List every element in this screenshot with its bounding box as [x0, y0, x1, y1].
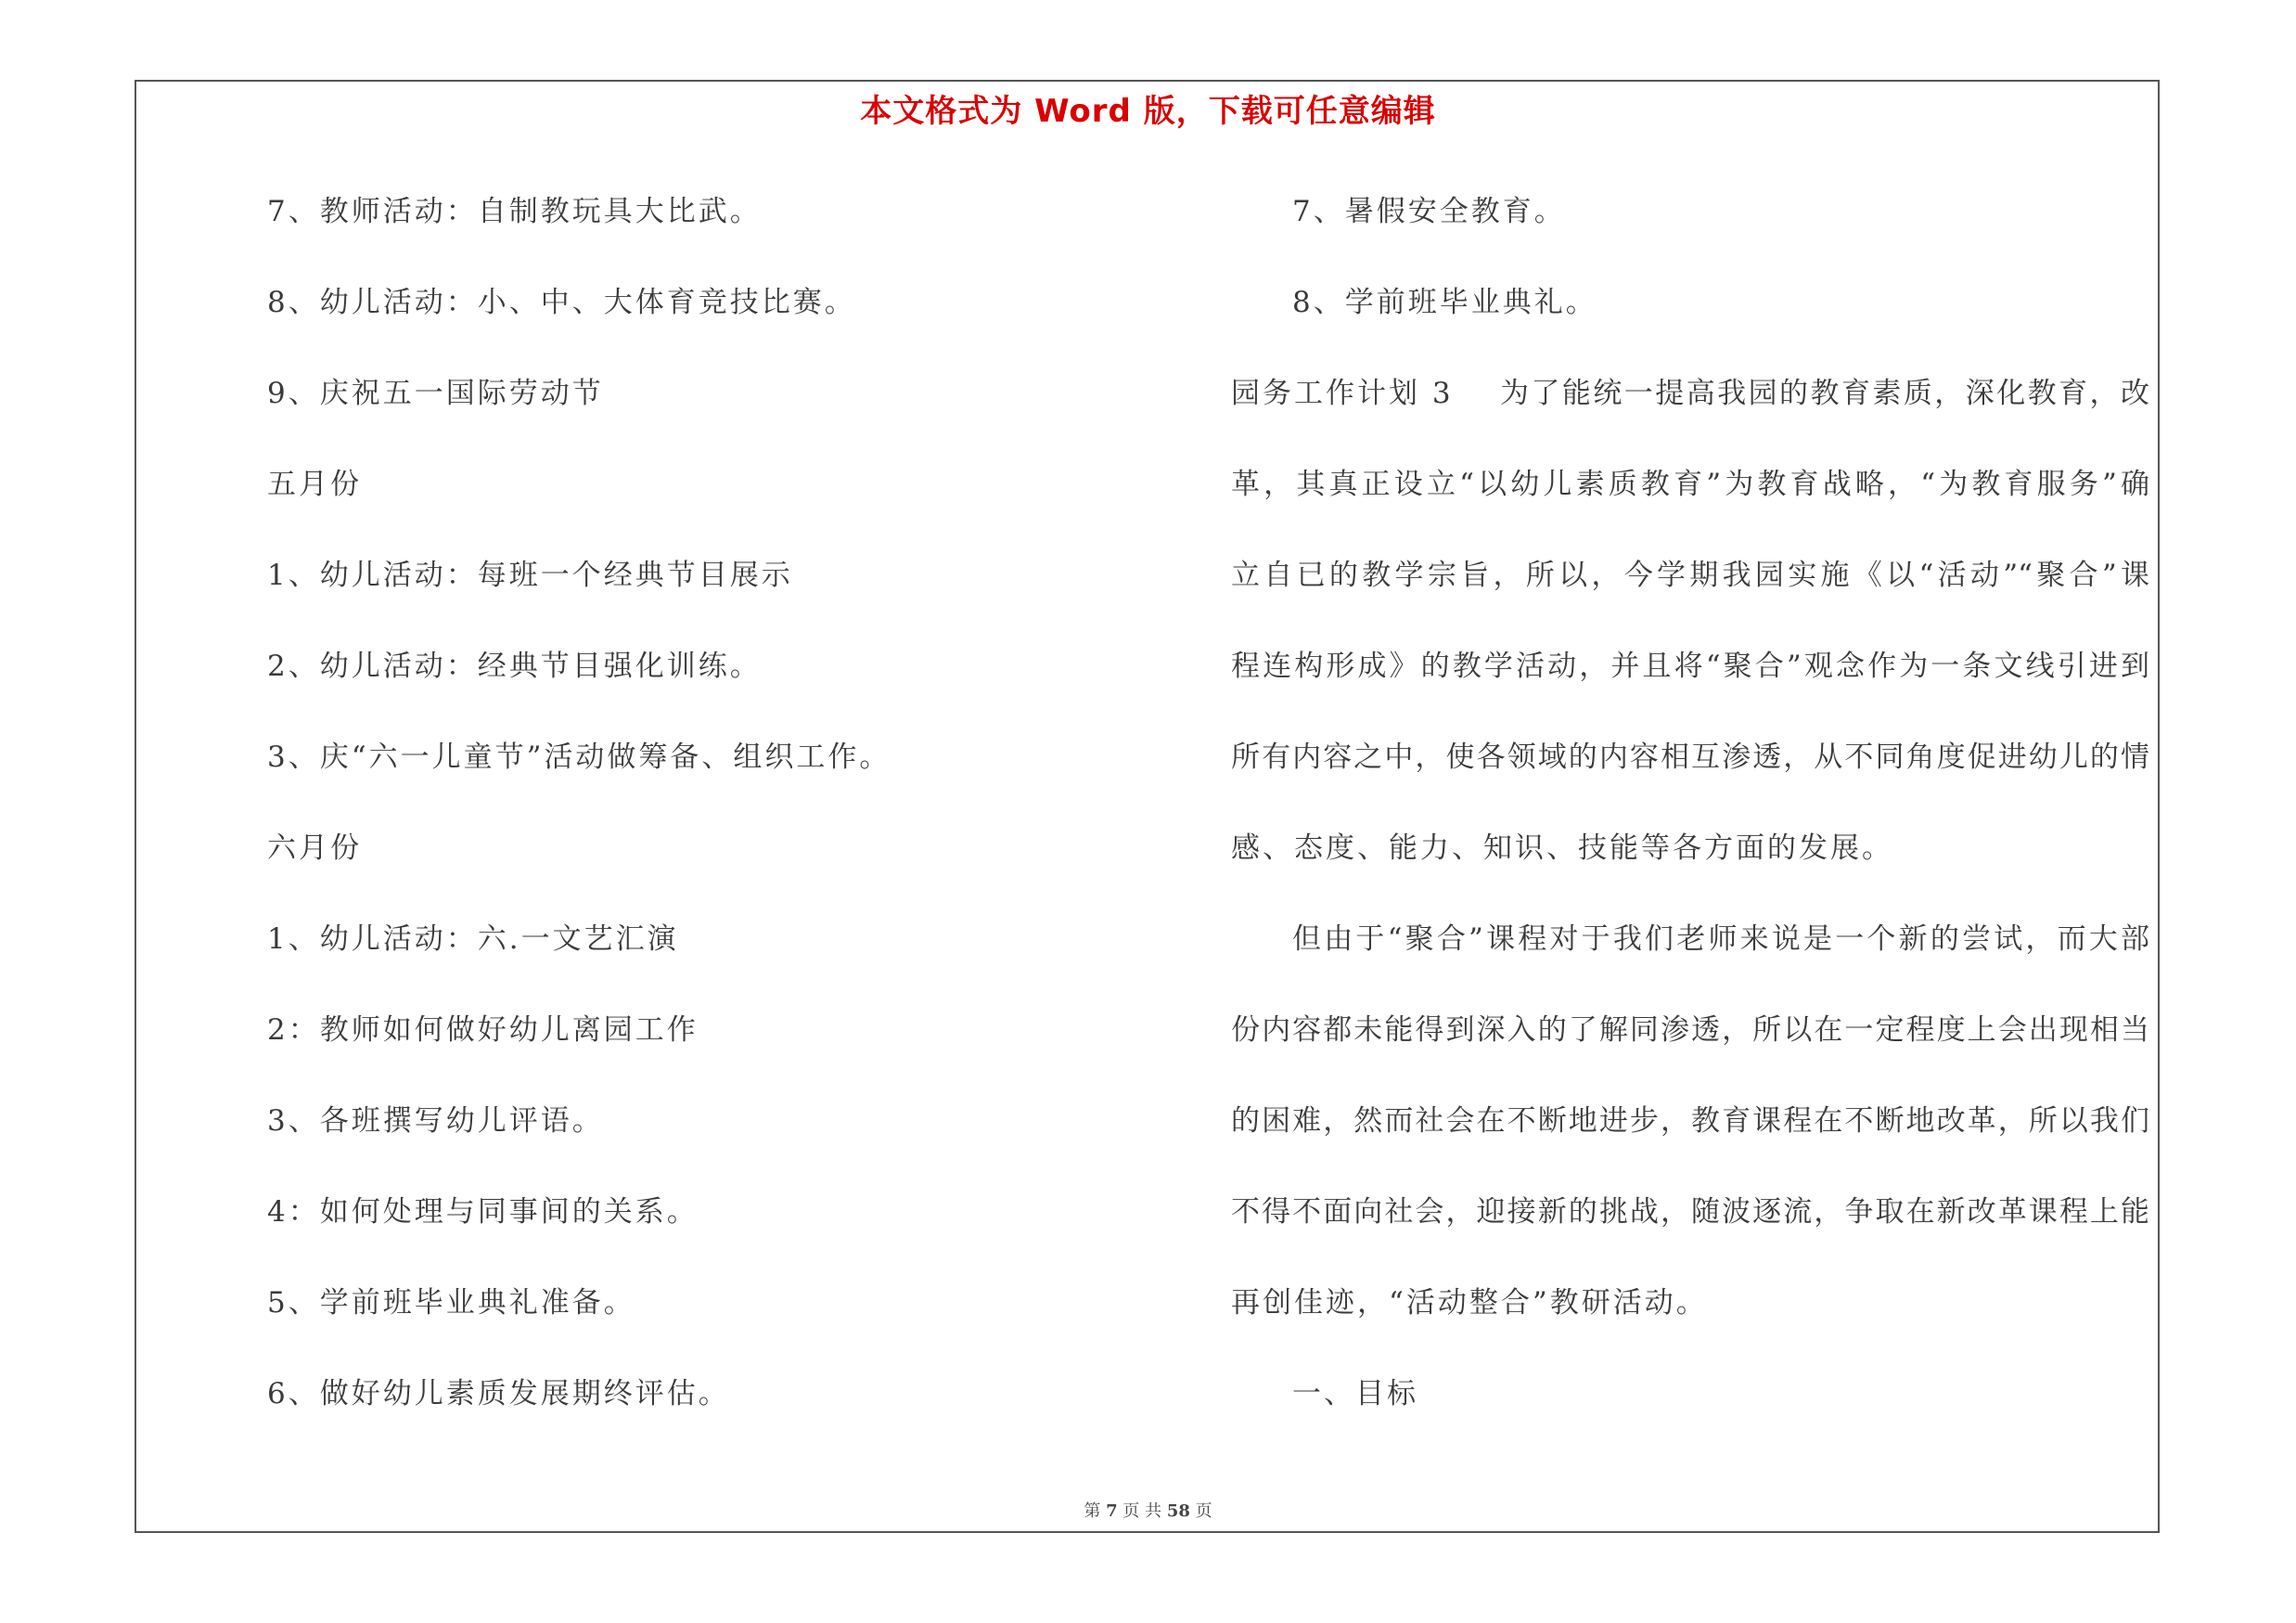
- footer-middle: 页 共: [1122, 1501, 1162, 1521]
- paragraph-line: 感、态度、能力、知识、技能等各方面的发展。: [1231, 831, 1893, 865]
- current-page-number: 7: [1106, 1501, 1118, 1521]
- list-item: 7、暑假安全教育。: [1292, 195, 1566, 228]
- paragraph-line: 为了能统一提高我园的教育素质，深化教育，改: [1500, 377, 2149, 410]
- paragraph-line: 再创佳迹，“活动整合”教研活动。: [1231, 1286, 1708, 1320]
- paragraph-line: 革，其真正设立“以幼儿素质教育”为教育战略，“为教育服务”确: [1231, 468, 2149, 501]
- paragraph-line: 的困难，然而社会在不断地进步，教育课程在不断地改革，所以我们: [1231, 1104, 2149, 1138]
- list-item: 1、幼儿活动：每班一个经典节目展示: [267, 559, 793, 592]
- month-heading-june: 六月份: [267, 831, 362, 865]
- list-item: 1、幼儿活动：六.一文艺汇演: [267, 922, 679, 956]
- paragraph-line: 不得不面向社会，迎接新的挑战，随波逐流，争取在新改革课程上能: [1231, 1195, 2149, 1229]
- list-item: 2：教师如何做好幼儿离园工作: [267, 1013, 699, 1047]
- list-item: 8、幼儿活动：小、中、大体育竞技比赛。: [267, 286, 856, 319]
- list-item: 6、做好幼儿素质发展期终评估。: [267, 1377, 730, 1410]
- paragraph-line: 但由于“聚合”课程对于我们老师来说是一个新的尝试，而大部: [1292, 922, 2149, 956]
- total-page-count: 58: [1166, 1501, 1190, 1521]
- list-item: 4：如何处理与同事间的关系。: [267, 1195, 699, 1229]
- list-item: 5、学前班毕业典礼准备。: [267, 1286, 635, 1320]
- list-item: 3、各班撰写幼儿评语。: [267, 1104, 604, 1138]
- plan-title: 园务工作计划 3: [1231, 377, 1454, 410]
- list-item: 2、幼儿活动：经典节目强化训练。: [267, 650, 762, 683]
- paragraph-line: 立自已的教学宗旨，所以，今学期我园实施《以“活动”“聚合”课: [1231, 559, 2149, 592]
- paragraph-line: 程连构形成》的教学活动，并且将“聚合”观念作为一条文线引进到: [1231, 650, 2149, 683]
- footer-suffix: 页: [1195, 1501, 1212, 1521]
- page-number-footer: [0, 1498, 2296, 1522]
- word-format-banner: 本文格式为 Word 版，下载可任意编辑: [860, 93, 1436, 130]
- list-item: 8、学前班毕业典礼。: [1292, 286, 1597, 319]
- month-heading-may: 五月份: [267, 468, 362, 501]
- list-item: 3、庆“六一儿童节”活动做筹备、组织工作。: [267, 741, 891, 774]
- section-heading-goal: 一、目标: [1292, 1377, 1418, 1410]
- footer-prefix: 第: [1084, 1501, 1101, 1521]
- list-item: 7、教师活动：自制教玩具大比武。: [267, 195, 762, 228]
- list-item: 9、庆祝五一国际劳动节: [267, 377, 604, 410]
- paragraph-line: 所有内容之中，使各领域的内容相互渗透，从不同角度促进幼儿的情: [1231, 741, 2149, 774]
- paragraph-line: 份内容都未能得到深入的了解同渗透，所以在一定程度上会出现相当: [1231, 1013, 2149, 1047]
